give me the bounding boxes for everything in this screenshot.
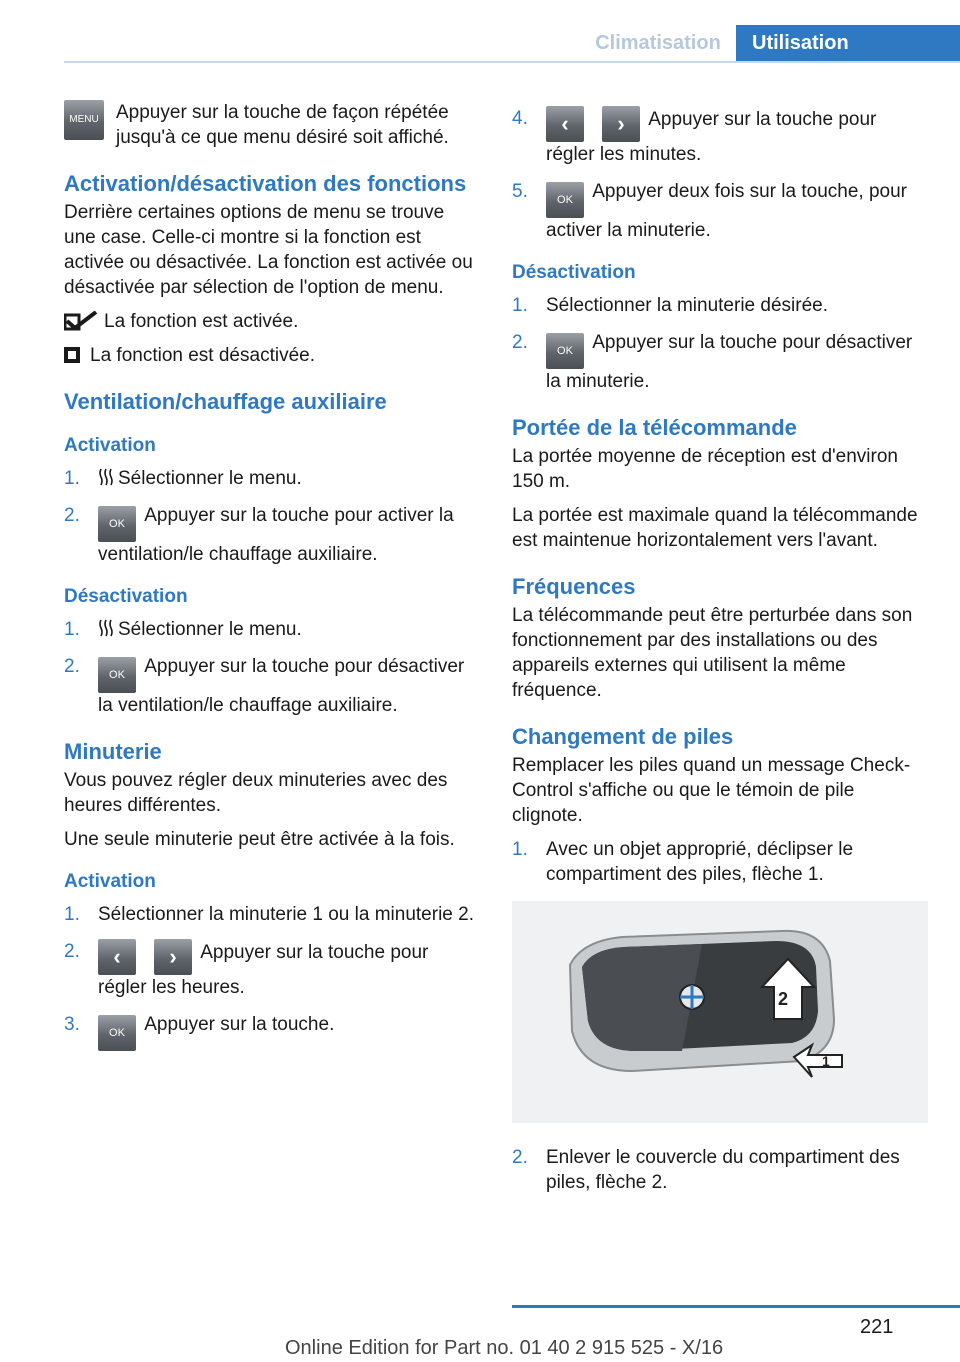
- range-title: Portée de la télécommande: [512, 415, 797, 440]
- list-item: 4. ‹ › Appuyer sur la touche pour régler les minutes.: [512, 108, 877, 165]
- ok-button-icon: OK: [98, 1015, 136, 1051]
- list-item: 5. OK Appuyer deux fois sur la touche, pour activer la minuterie.: [512, 181, 907, 241]
- freq-p: La télécommande peut être perturbée dans son fonctionnement par des installations ou des appareils externes qui utilisent la même fréquence.: [512, 605, 913, 701]
- ok-button-icon: OK: [98, 657, 136, 693]
- edition-text: Online Edition for Part no. 01 40 2 915 525 - X/16: [285, 1337, 724, 1359]
- on-line: [64, 309, 480, 334]
- timer-p1: Vous pouvez régler deux minuteries avec des heures différentes.: [64, 770, 448, 816]
- timer-title: Minuterie: [64, 739, 162, 764]
- timer-p2: Une seule minuterie peut être activée à la fois.: [64, 829, 455, 850]
- list-item: 2. Enlever le couvercle du compartiment des piles, flèche 2.: [512, 1147, 900, 1193]
- list-item: 1. Sélectionner le menu.: [64, 468, 302, 489]
- right-column: [512, 106, 928, 1207]
- ok-button-icon: OK: [546, 182, 584, 218]
- menu-button-icon: MENU: [64, 100, 104, 140]
- freq-title: Fréquences: [512, 574, 636, 599]
- list-item: 2. OK Appuyer sur la touche pour activer la ventilation/le chauffage auxiliaire.: [64, 505, 454, 565]
- activation-title: Activation/désactivation des fonctions: [64, 171, 467, 196]
- list-item: 3. OK Appuyer sur la touche.: [64, 1012, 480, 1051]
- ok-button-icon: OK: [546, 333, 584, 369]
- header-chapter: Utilisation: [736, 25, 960, 63]
- chevron-right-icon: ›: [154, 939, 192, 975]
- off-label: La fonction est désactivée.: [90, 345, 315, 366]
- range-p2: La portée est maximale quand la télécommande est maintenue horizontalement vers l'avant.: [512, 505, 918, 551]
- on-label: La fonction est activée.: [104, 311, 299, 332]
- timer-deactivation-heading: Désactivation: [512, 262, 636, 283]
- header-rule: [64, 61, 960, 63]
- vent-deactivation-heading: Désactivation: [64, 586, 188, 607]
- vent-activation-heading: Activation: [64, 435, 156, 456]
- list-item: 2. OK Appuyer sur la touche pour désactiver la ventilation/le chauffage auxiliaire.: [64, 656, 465, 716]
- range-p1: La portée moyenne de réception est d'environ 150 m.: [512, 446, 898, 492]
- key-fob-figure: [512, 901, 928, 1123]
- header-section: Climatisation: [595, 32, 721, 54]
- activation-body: Derrière certaines options de menu se trouve une case. Celle-ci montre si la fonction est activée ou désactivée. La fonction est activée ou désactivée par sélection de l'option de menu.: [64, 202, 473, 298]
- checked-box-icon: [64, 311, 98, 331]
- battery-p: Remplacer les piles quand un message Check-Control s'affiche ou que le témoin de pile clignote.: [512, 755, 911, 826]
- off-line: [64, 343, 480, 368]
- unchecked-box-icon: [64, 347, 80, 363]
- list-item: 1. Sélectionner la minuterie désirée.: [512, 295, 828, 316]
- key-fob-illustration: [512, 901, 928, 1123]
- timer-activation-heading: Activation: [64, 871, 156, 892]
- heating-icon: [98, 467, 114, 487]
- left-column: [64, 100, 480, 1063]
- list-item: 1. Sélectionner le menu.: [64, 619, 302, 640]
- battery-title: Changement de piles: [512, 724, 734, 749]
- list-item: 1. Avec un objet approprié, déclipser le compartiment des piles, flèche 1.: [512, 839, 854, 885]
- menu-intro-text: Appuyer sur la touche de façon répétée jusqu'à ce que menu désiré soit affiché.: [116, 102, 449, 148]
- vent-title: Ventilation/chauffage auxiliaire: [64, 389, 387, 414]
- list-item: 2. ‹ › Appuyer sur la touche pour régler les heures.: [64, 941, 429, 998]
- list-item: 1. Sélectionner la minuterie 1 ou la minuterie 2.: [64, 904, 474, 925]
- menu-intro: [64, 100, 480, 150]
- arrow-1-label: 1: [822, 1053, 830, 1069]
- arrow-2-label: 2: [778, 989, 789, 1009]
- list-item: 2. OK Appuyer sur la touche pour désactiver la minuterie.: [512, 332, 913, 392]
- chevron-left-icon: ‹: [98, 939, 136, 975]
- page-number: 221: [860, 1316, 894, 1338]
- ok-button-icon: OK: [98, 506, 136, 542]
- footer-rule: [512, 1305, 960, 1308]
- heating-icon: [98, 618, 114, 638]
- chevron-left-icon: ‹: [546, 106, 584, 142]
- chevron-right-icon: ›: [602, 106, 640, 142]
